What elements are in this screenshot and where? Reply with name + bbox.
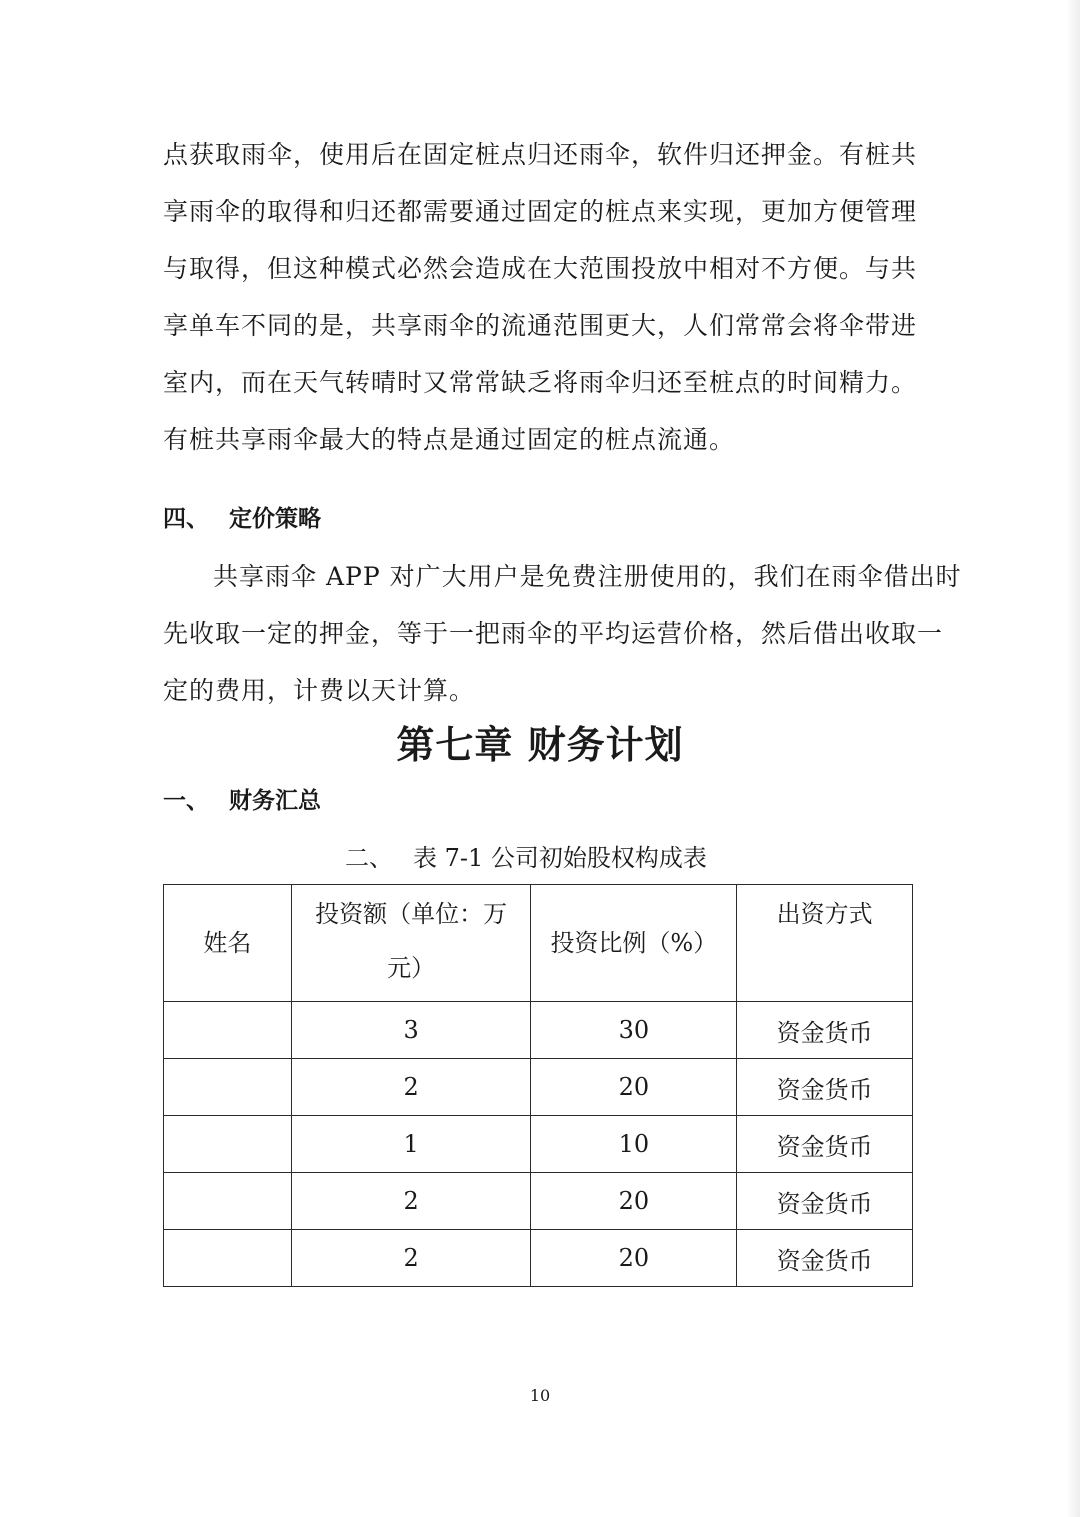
- caption-text: 表 7-1 公司初始股权构成表: [413, 844, 707, 872]
- cell-amount: 1: [291, 1116, 531, 1173]
- section-number: 四、: [163, 506, 209, 532]
- table-caption: [345, 842, 707, 874]
- text-line: 室内，而在天气转晴时又常常缺乏将雨伞归还至桩点的时间精力。: [163, 368, 918, 397]
- header-amount-line1: 投资额（单位：万: [315, 900, 508, 928]
- cell-ratio: 20: [531, 1230, 737, 1287]
- section-number: 一、: [163, 788, 209, 814]
- header-amount: [291, 885, 531, 1002]
- section-heading-finance-summary: [163, 786, 321, 816]
- cell-name: [164, 1059, 292, 1116]
- cell-ratio: 20: [531, 1173, 737, 1230]
- cell-method: 资金货币: [737, 1059, 913, 1116]
- text-line: 有桩共享雨伞最大的特点是通过固定的桩点流通。: [163, 425, 736, 454]
- equity-structure-table: [163, 884, 913, 1287]
- cell-name: [164, 1116, 292, 1173]
- header-name: 姓名: [164, 885, 292, 1002]
- cell-ratio: 30: [531, 1002, 737, 1059]
- header-amount-line2: 元）: [387, 954, 436, 982]
- section-heading-pricing: [163, 504, 321, 534]
- section-title: 定价策略: [229, 506, 321, 532]
- cell-method: 资金货币: [737, 1230, 913, 1287]
- text-line: 与取得，但这种模式必然会造成在大范围投放中相对不方便。与共: [163, 254, 918, 283]
- cell-amount: 3: [291, 1002, 531, 1059]
- section-title: 财务汇总: [229, 788, 321, 814]
- cell-ratio: 20: [531, 1059, 737, 1116]
- table-header-row: [164, 885, 913, 1002]
- text-line: 享雨伞的取得和归还都需要通过固定的桩点来实现，更加方便管理: [163, 197, 918, 226]
- cell-name: [164, 1230, 292, 1287]
- text-line: 共享雨伞 APP 对广大用户是免费注册使用的，我们在雨伞借出时: [213, 562, 962, 591]
- paragraph-pricing: [163, 548, 962, 719]
- cell-amount: 2: [291, 1059, 531, 1116]
- table-row: [164, 1059, 913, 1116]
- table-row: [164, 1116, 913, 1173]
- page-number: 10: [529, 1386, 551, 1405]
- text-line: 点获取雨伞，使用后在固定桩点归还雨伞，软件归还押金。有桩共: [163, 140, 918, 169]
- cell-name: [164, 1173, 292, 1230]
- text-line: 定的费用，计费以天计算。: [163, 676, 476, 705]
- cell-amount: 2: [291, 1230, 531, 1287]
- cell-method: 资金货币: [737, 1173, 913, 1230]
- cell-name: [164, 1002, 292, 1059]
- chapter-title: 第七章 财务计划: [396, 723, 684, 767]
- header-method: 出资方式: [737, 885, 913, 1002]
- cell-ratio: 10: [531, 1116, 737, 1173]
- cell-amount: 2: [291, 1173, 531, 1230]
- table-row: [164, 1002, 913, 1059]
- cell-method: 资金货币: [737, 1116, 913, 1173]
- paragraph-umbrella-docking: [163, 126, 918, 468]
- cell-method: 资金货币: [737, 1002, 913, 1059]
- table-row: [164, 1230, 913, 1287]
- header-ratio: 投资比例（%）: [531, 885, 737, 1002]
- table-row: [164, 1173, 913, 1230]
- caption-number: 二、: [345, 844, 393, 872]
- text-line: 享单车不同的是，共享雨伞的流通范围更大，人们常常会将伞带进: [163, 311, 918, 340]
- text-line: 先收取一定的押金，等于一把雨伞的平均运营价格，然后借出收取一: [163, 619, 944, 648]
